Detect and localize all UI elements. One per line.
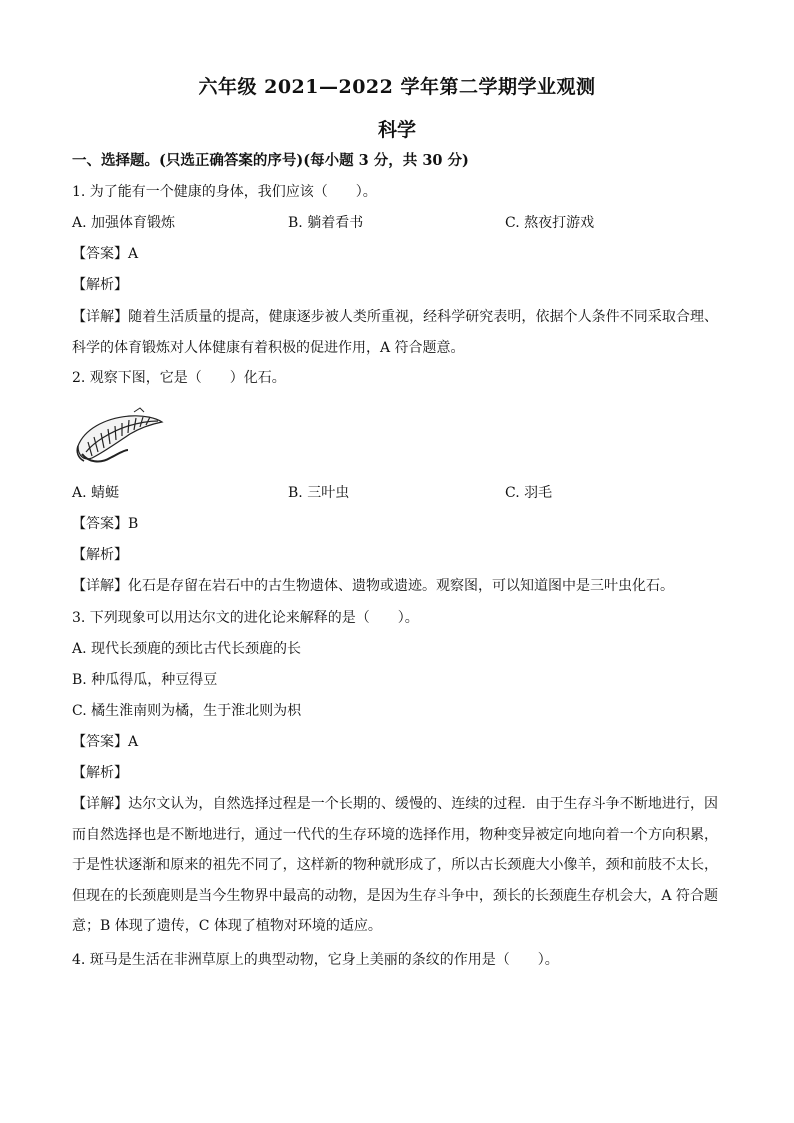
- question-2: 2. 观察下图，它是（ ）化石。: [72, 370, 286, 386]
- trilobite-fossil-image: [74, 406, 164, 470]
- section-heading: 一、选择题。(只选正确答案的序号)(每小题 3 分，共 30 分): [72, 152, 469, 169]
- q3-option-b: B. 种瓜得瓜，种豆得豆: [72, 672, 218, 688]
- question-1: 1. 为了能有一个健康的身体，我们应该（ ）。: [72, 184, 377, 200]
- q1-analysis-label: 【解析】: [72, 277, 128, 293]
- q1-option-b: B. 躺着看书: [288, 215, 364, 231]
- question-3: 3. 下列现象可以用达尔文的进化论来解释的是（ ）。: [72, 610, 419, 626]
- page-title: 六年级 2021—2022 学年第二学期学业观测: [198, 76, 596, 98]
- q1-option-c: C. 熬夜打游戏: [505, 215, 595, 231]
- q2-analysis-label: 【解析】: [72, 547, 128, 563]
- q3-detail: 【详解】达尔文认为，自然选择过程是一个长期的、缓慢的、连续的过程．由于生存斗争不断地进行，因而自然选择也是不断地进行，通过一代代的生存环境的选择作用，物种变异被定向地向着一个方向积累，于是性状逐渐和原来的祖先不同了，这样新的物种就形成了，所以古长颈鹿大小像羊，颈和前肢不太长，但现在的长颈鹿则是当今生物界中最高的动物，是因为生存斗争中，颈长的长颈鹿生存机会大，A 符合题意；B 体现了遗传，C 体现了植物对环境的适应。: [72, 796, 718, 934]
- subject-heading: 科学: [377, 119, 416, 141]
- q2-option-b: B. 三叶虫: [288, 485, 350, 501]
- q1-answer: 【答案】A: [72, 246, 139, 262]
- q2-answer: 【答案】B: [72, 516, 139, 532]
- q3-answer: 【答案】A: [72, 734, 139, 750]
- question-4: 4. 斑马是生活在非洲草原上的典型动物，它身上美丽的条纹的作用是（ ）。: [72, 952, 559, 968]
- q2-option-a: A. 蜻蜓: [72, 485, 120, 501]
- q3-option-c: C. 橘生淮南则为橘，生于淮北则为枳: [72, 703, 302, 719]
- q3-analysis-label: 【解析】: [72, 765, 128, 781]
- q2-option-c: C. 羽毛: [505, 485, 553, 501]
- q1-detail: 【详解】随着生活质量的提高，健康逐步被人类所重视，经科学研究表明，依据个人条件不同采取合理、科学的体育锻炼对人体健康有着积极的促进作用，A 符合题意。: [72, 309, 718, 356]
- q3-option-a: A. 现代长颈鹿的颈比古代长颈鹿的长: [72, 641, 302, 657]
- q2-detail: 【详解】化石是存留在岩石中的古生物遗体、遗物或遗迹。观察图，可以知道图中是三叶虫化石。: [72, 578, 674, 594]
- q1-option-a: A. 加强体育锻炼: [72, 215, 176, 231]
